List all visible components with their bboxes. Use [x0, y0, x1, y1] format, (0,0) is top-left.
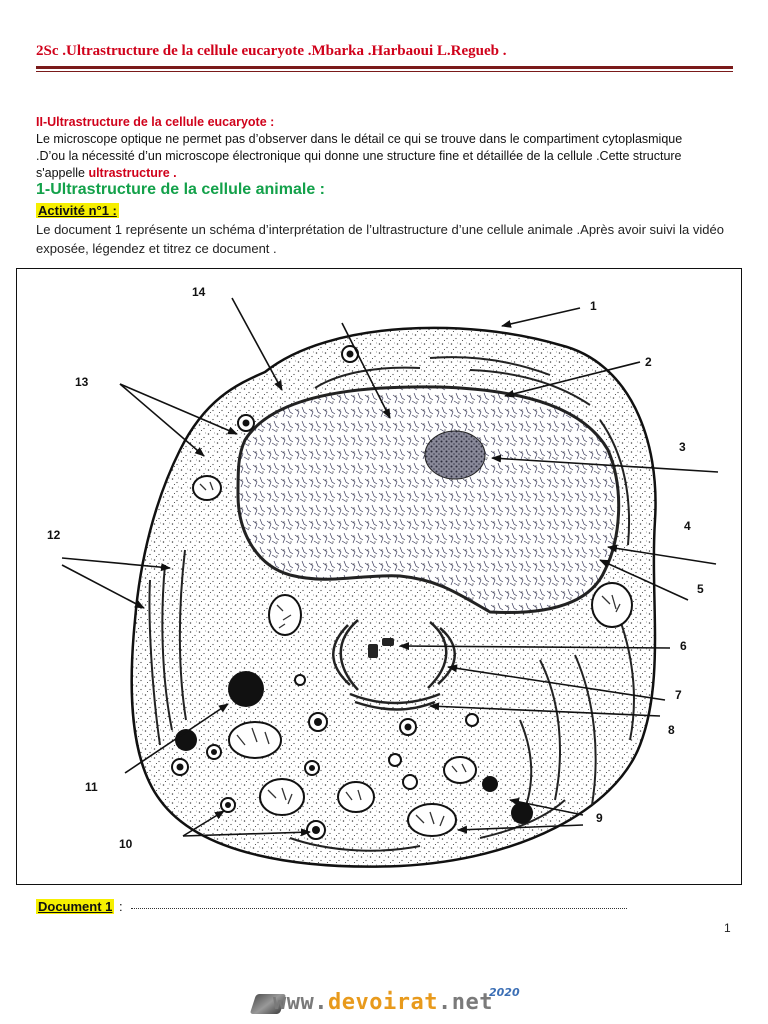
label-7: 7	[675, 688, 682, 702]
label-13: 13	[75, 375, 89, 389]
keyword-ultrastructure: ultrastructure .	[88, 166, 177, 180]
label-4: 4	[684, 519, 691, 533]
label-11: 11	[85, 780, 98, 794]
section-title: II-Ultrastructure de la cellule eucaryote :	[36, 115, 275, 129]
intro-line-3-text: s'appelle	[36, 166, 89, 180]
subsection-title: 1-Ultrastructure de la cellule animale :	[36, 181, 325, 198]
label-2: 2	[645, 355, 652, 369]
page-number: 1	[724, 921, 731, 935]
watermark-year: 2020	[489, 986, 520, 999]
document-title-blank[interactable]	[131, 908, 627, 909]
label-9: 9	[596, 811, 603, 825]
intro-line-1: Le microscope optique ne permet pas d’observer dans le détail ce qui se trouve dans le compartiment cytoplasmique	[36, 132, 683, 146]
document-title-colon: :	[119, 899, 123, 914]
watermark-prefix: www.	[273, 990, 328, 1015]
label-10: 10	[119, 837, 133, 851]
intro-line-2: .D’ou la nécessité d’un microscope électronique qui donne une structure fine et détaillée de la cellule .Cette structure	[36, 149, 682, 163]
label-5: 5	[697, 582, 704, 596]
label-8: 8	[668, 723, 675, 737]
activity-instruction: Le document 1 représente un schéma d’interprétation de l’ultrastructure d’une cellule animale .Après avoir suivi la vidéo exposée, légendez et titrez ce document .	[36, 222, 724, 256]
label-3: 3	[679, 440, 686, 454]
document-title-label: Document 1	[38, 899, 113, 914]
watermark[interactable]	[253, 986, 533, 1020]
header-title: 2Sc .Ultrastructure de la cellule eucaryote .Mbarka .Harbaoui L.Regueb .	[36, 43, 507, 59]
watermark-suffix: .net	[437, 990, 493, 1015]
label-14: 14	[192, 285, 206, 299]
nucleolus	[425, 431, 485, 479]
label-6: 6	[680, 639, 687, 653]
watermark-text	[273, 990, 493, 1015]
label-1: 1	[590, 299, 597, 313]
label-12: 12	[47, 528, 61, 542]
watermark-brand: devoirat	[327, 990, 438, 1015]
activity-label: Activité n°1 :	[38, 203, 117, 218]
